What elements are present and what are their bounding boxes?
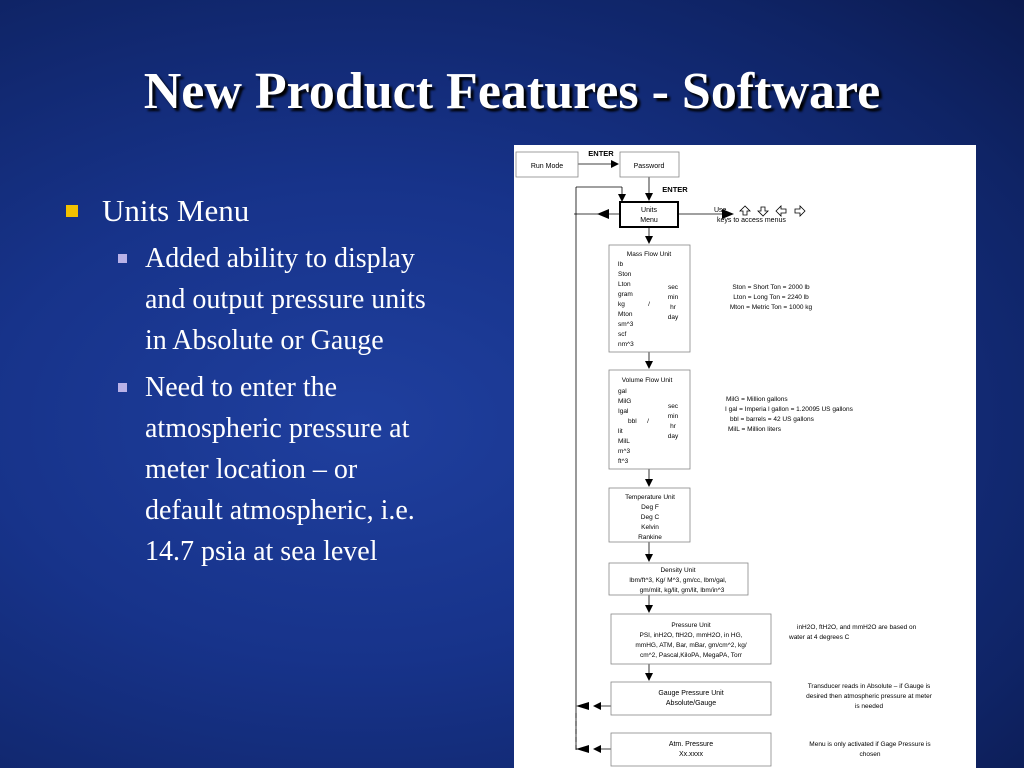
temperature-option: Rankine — [638, 534, 662, 541]
atm-title: Atm. Pressure — [668, 741, 714, 748]
temperature-option: Kelvin — [641, 524, 659, 531]
mass-time: min — [667, 294, 679, 301]
gauge-option: Absolute/Gauge — [665, 700, 717, 707]
gauge-note: is needed — [854, 703, 884, 710]
atm-note: Menu is only activated if Gage Pressure is — [809, 741, 931, 748]
gauge-note: desired then atmospheric pressure at meter — [806, 693, 932, 700]
volume-note: bbl = barrels = 42 US gallons — [730, 416, 814, 423]
mass-unit: Mton — [618, 311, 633, 318]
volume-note: I gal = Imperia l gallon = 1.20095 US gallons — [725, 406, 853, 413]
bullet-list — [60, 192, 500, 578]
volume-time: min — [667, 413, 679, 420]
volume-flow-title: Volume Flow Unit — [621, 377, 673, 384]
sub-bullet-line: meter location – or — [145, 454, 358, 485]
units-flowchart — [514, 145, 976, 768]
mass-unit: gram — [618, 291, 633, 298]
flowchart-panel — [514, 145, 976, 768]
arrow-left-icon — [576, 745, 589, 753]
use-hint-label: keys to access menus — [717, 217, 786, 224]
sub-bullet-line: in Absolute or Gauge — [145, 325, 384, 356]
sub-bullet-pressure-units — [60, 238, 500, 361]
volume-unit: ft^3 — [618, 458, 629, 465]
sub-bullet-line: 14.7 psia at sea level — [145, 536, 378, 567]
atm-value: Xx.xxxx — [678, 751, 704, 758]
mass-unit: scf — [618, 331, 627, 338]
arrow-down-key-icon — [758, 207, 768, 216]
run-mode-label: Run Mode — [530, 163, 564, 170]
pressure-line: mmHG, ATM, Bar, mBar, gm/cm^2, kg/ — [635, 642, 747, 649]
mass-note: Mton = Metric Ton = 1000 kg — [729, 304, 813, 311]
density-title: Density Unit — [660, 567, 696, 574]
arrow-up-key-icon — [740, 206, 750, 215]
use-hint-label: Use — [714, 207, 727, 214]
volume-unit: bbl — [628, 418, 637, 425]
volume-unit: gal — [618, 388, 627, 395]
pressure-line: cm^2, Pascal,KiloPA, MegaPA, Torr — [639, 652, 743, 659]
arrow-left-key-icon — [776, 206, 786, 216]
slide-title: New Product Features - Software — [143, 63, 881, 120]
enter-label: ENTER — [588, 149, 614, 158]
pressure-title: Pressure Unit — [671, 622, 711, 629]
temperature-title: Temperature Unit — [625, 494, 675, 501]
bullet-square-icon — [66, 205, 78, 217]
arrow-right-key-icon — [795, 206, 805, 216]
volume-note: MilG = Million gallons — [726, 396, 788, 403]
sub-bullet-square-icon — [118, 383, 127, 392]
gauge-pressure-box — [611, 682, 771, 715]
volume-unit: MilL — [618, 438, 630, 445]
mass-time: day — [667, 314, 679, 321]
volume-unit: m^3 — [618, 448, 631, 455]
sub-bullet-line: default atmospheric, i.e. — [145, 495, 415, 526]
gauge-title: Gauge Pressure Unit — [658, 690, 724, 697]
density-line: gm/mlit, kg/lit, gm/lit, lbm/in^3 — [639, 587, 725, 594]
mass-slash: / — [648, 301, 650, 308]
mass-unit: lb — [618, 261, 624, 268]
temperature-option: Deg F — [641, 504, 659, 511]
units-menu-label: Menu — [640, 217, 658, 224]
sub-bullet-line: Added ability to display — [145, 243, 415, 274]
pressure-note: inH2O, ftH2O, and mmH2O are based on — [797, 624, 917, 631]
gauge-note: Transducer reads in Absolute – if Gauge is — [807, 683, 931, 690]
mass-time: sec — [667, 284, 679, 291]
density-line: lbm/ft^3, Kg/ M^3, gm/cc, lbm/gal, — [629, 577, 727, 584]
arrow-left-icon — [597, 209, 609, 219]
volume-note: MilL = Million liters — [728, 426, 782, 433]
sub-bullet-line: Need to enter the — [145, 372, 338, 403]
mass-unit: sm^3 — [618, 321, 634, 328]
mass-flow-title: Mass Flow Unit — [626, 251, 672, 258]
volume-unit: lit — [618, 428, 623, 435]
mass-unit: Ston — [618, 271, 632, 278]
volume-time: hr — [670, 423, 676, 430]
arrow-left-icon — [576, 702, 589, 710]
pressure-line: PSI, inH2O, ftH2O, mmH2O, in HG, — [639, 632, 743, 639]
atm-pressure-box — [611, 733, 771, 766]
sub-bullet-line: and output pressure units — [145, 284, 426, 315]
volume-time: day — [667, 433, 679, 440]
bullet-units-menu — [60, 192, 500, 230]
password-label: Password — [633, 163, 665, 170]
mass-note: Lton = Long Ton = 2240 lb — [733, 294, 809, 301]
units-menu-label: Units — [641, 207, 657, 214]
volume-time: sec — [667, 403, 679, 410]
sub-bullet-list — [60, 238, 500, 572]
volume-unit: MilG — [618, 398, 632, 405]
sub-bullet-line: atmospheric pressure at — [145, 413, 410, 444]
volume-slash: / — [647, 418, 649, 425]
temperature-option: Deg C — [640, 514, 660, 521]
mass-note: Ston = Short Ton = 2000 lb — [732, 284, 810, 291]
mass-unit: nm^3 — [618, 341, 634, 348]
mass-unit: kg — [618, 301, 625, 308]
atm-note: chosen — [859, 751, 881, 758]
sub-bullet-atmospheric — [60, 367, 500, 572]
mass-time: hr — [670, 304, 676, 311]
enter-label: ENTER — [662, 185, 688, 194]
pressure-note: water at 4 degrees C — [789, 634, 850, 641]
mass-unit: Lton — [618, 281, 631, 288]
sub-bullet-square-icon — [118, 254, 127, 263]
volume-unit: Igal — [618, 408, 629, 415]
bullet-text: Units Menu — [102, 193, 250, 228]
